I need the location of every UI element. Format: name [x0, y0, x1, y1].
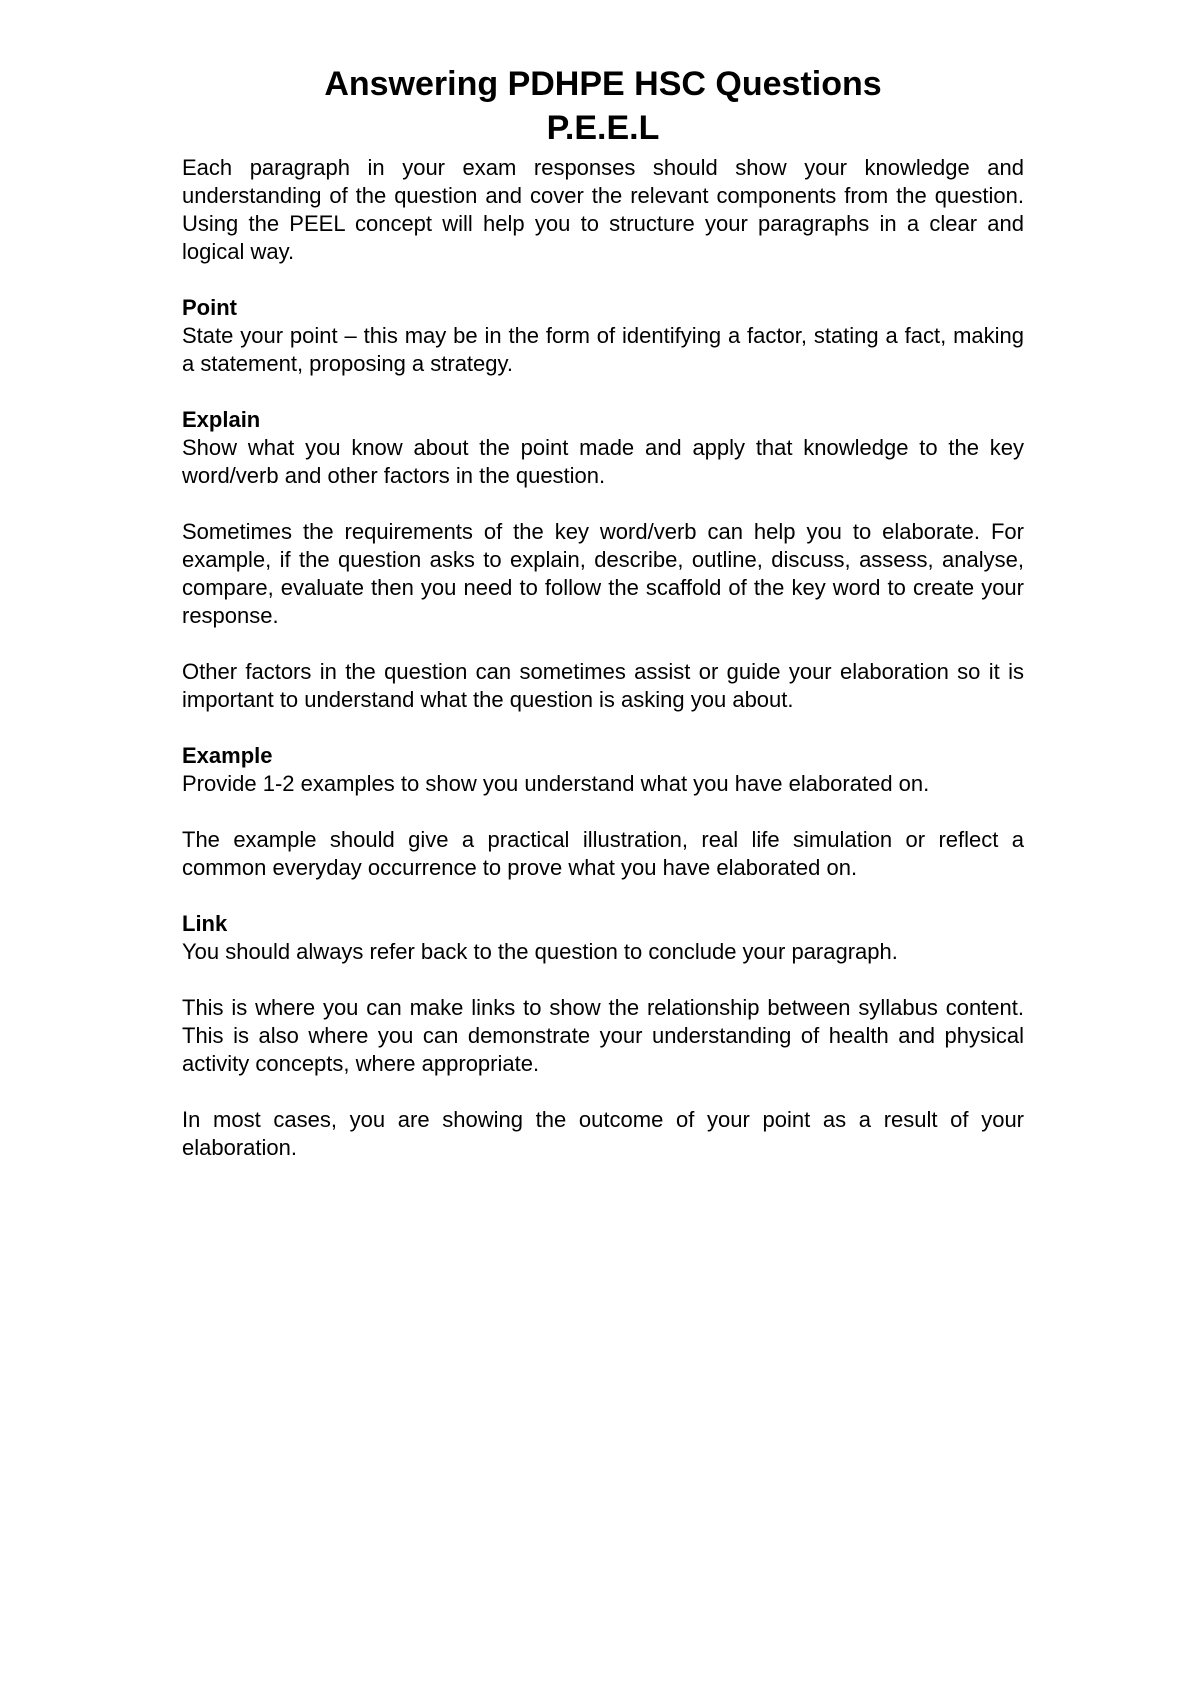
example-paragraph-1: Provide 1-2 examples to show you understand what you have elaborated on.	[182, 771, 930, 796]
intro-paragraph: Each paragraph in your exam responses should show your knowledge and understanding of the question and cover the relevant components from the question. Using the PEEL concept will help you to structure your paragraphs in a clear and logical way.	[182, 155, 1024, 264]
link-paragraph-1: You should always refer back to the question to conclude your paragraph.	[182, 939, 898, 964]
explain-paragraph-3: Other factors in the question can sometimes assist or guide your elaboration so it is important to understand what the question is asking you about.	[182, 659, 1024, 712]
example-paragraph-2: The example should give a practical illustration, real life simulation or reflect a common everyday occurrence to prove what you have elaborated on.	[182, 827, 1024, 880]
document-content	[182, 62, 1024, 1190]
section-example	[182, 742, 1024, 882]
section-link	[182, 910, 1024, 1162]
link-paragraph-3: In most cases, you are showing the outcome of your point as a result of your elaboration.	[182, 1107, 1024, 1160]
section-heading-point: Point	[182, 295, 237, 320]
explain-paragraph-1: Show what you know about the point made and apply that knowledge to the key word/verb and other factors in the question.	[182, 435, 1024, 488]
section-explain	[182, 406, 1024, 714]
document-subtitle: P.E.E.L	[546, 109, 660, 147]
section-heading-link: Link	[182, 911, 228, 936]
explain-paragraph-2: Sometimes the requirements of the key word/verb can help you to elaborate. For example, if the question asks to explain, describe, outline, discuss, assess, analyse, compare, evaluate then you need to follow the scaffold of the key word to create your response.	[182, 519, 1024, 628]
point-paragraph-1: State your point – this may be in the form of identifying a factor, stating a fact, making a statement, proposing a strategy.	[182, 323, 1024, 376]
document-title: Answering PDHPE HSC Questions	[324, 65, 882, 103]
section-heading-explain: Explain	[182, 407, 261, 432]
link-paragraph-2: This is where you can make links to show the relationship between syllabus content. This is also where you can demonstrate your understanding of health and physical activity concepts, where appropriate.	[182, 995, 1024, 1076]
section-point	[182, 294, 1024, 378]
section-heading-example: Example	[182, 743, 273, 768]
